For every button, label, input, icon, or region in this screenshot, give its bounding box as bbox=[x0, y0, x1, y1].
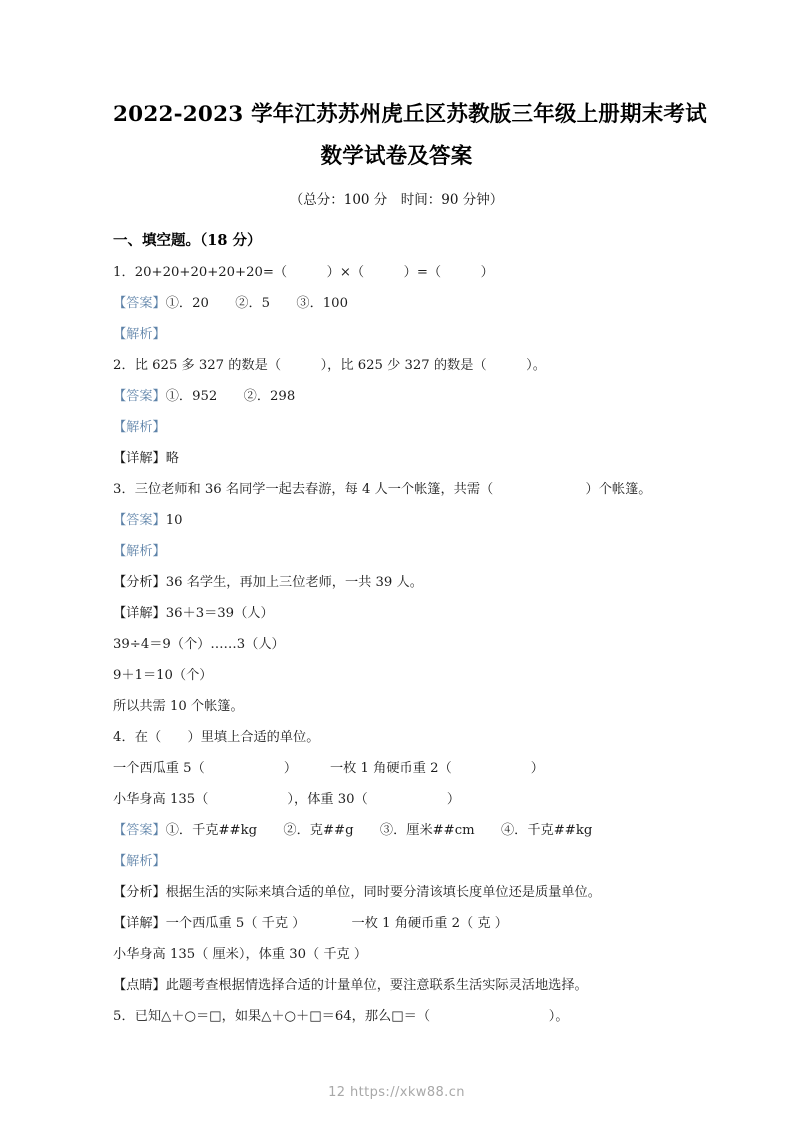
analysis-label: 【解析】 bbox=[113, 327, 166, 342]
analysis-label: 【解析】 bbox=[113, 854, 166, 869]
question-2-answer-items: ①．952 ②．298 bbox=[165, 389, 296, 404]
section-heading-fill-in-blanks: 一、填空题。（18 分） bbox=[113, 232, 262, 249]
question-4-reasoning bbox=[113, 883, 680, 902]
question-4-highlight-text: 此题考查根据情选择合适的计量单位，要注意联系生活实际灵活地选择。 bbox=[165, 978, 588, 993]
question-5-text bbox=[113, 1007, 680, 1026]
question-4-body: 在（ ）里填上合适的单位。 bbox=[134, 730, 320, 745]
question-4-detail bbox=[113, 914, 680, 933]
answer-label: 【答案】 bbox=[113, 513, 166, 528]
question-4-number: 4． bbox=[113, 730, 135, 745]
question-3-analysis bbox=[113, 542, 680, 561]
answer-label: 【答案】 bbox=[113, 389, 166, 404]
question-1-number: 1． bbox=[113, 265, 135, 280]
title-block bbox=[113, 0, 707, 210]
question-5-body: 已知△＋○＝□，如果△＋○＋□＝64，那么□＝（ ）。 bbox=[134, 1009, 569, 1024]
question-3-reasoning-text: 36 名学生，再加上三位老师，一共 39 人。 bbox=[165, 575, 423, 590]
analysis-label: 【解析】 bbox=[113, 544, 166, 559]
question-2-detail bbox=[113, 449, 680, 468]
question-4-answer bbox=[113, 821, 680, 840]
question-3-step-2: 39÷4＝9（个）……3（人） bbox=[113, 637, 285, 652]
detail-label: 【详解】 bbox=[113, 451, 166, 466]
question-4-reasoning-text: 根据生活的实际来填合适的单位，同时要分清该填长度单位还是质量单位。 bbox=[165, 885, 601, 900]
question-4-highlight bbox=[113, 976, 680, 995]
analysis-label: 【解析】 bbox=[113, 420, 166, 435]
detail-label: 【详解】 bbox=[113, 916, 166, 931]
question-2-analysis bbox=[113, 418, 680, 437]
question-3-text bbox=[113, 480, 680, 499]
question-3-number: 3． bbox=[113, 482, 135, 497]
question-3-answer bbox=[113, 511, 680, 530]
question-3-detail bbox=[113, 604, 680, 623]
question-2-answer bbox=[113, 387, 680, 406]
reasoning-label: 【分析】 bbox=[113, 885, 166, 900]
question-1-analysis bbox=[113, 325, 680, 344]
detail-label: 【详解】 bbox=[113, 606, 166, 621]
highlight-label: 【点睛】 bbox=[113, 978, 166, 993]
question-3-conclusion: 所以共需 10 个帐篷。 bbox=[113, 699, 244, 714]
document-title-line-1: 2022-2023 学年江苏苏州虎丘区苏教版三年级上册期末考试 bbox=[113, 102, 707, 127]
question-3-detail-text: 36＋3＝39（人） bbox=[165, 606, 274, 621]
question-4-text bbox=[113, 728, 680, 747]
question-4-subline-2: 小华身高 135（ ），体重 30（ ） bbox=[113, 792, 461, 807]
question-4-subline-1: 一个西瓜重 5（ ） 一枚 1 角硬币重 2（ ） bbox=[113, 761, 544, 776]
question-4-analysis bbox=[113, 852, 680, 871]
document-subtitle: （总分：100 分 时间：90 分钟） bbox=[289, 192, 504, 208]
question-2-body: 比 625 多 327 的数是（ ），比 625 少 327 的数是（ ）。 bbox=[134, 358, 546, 373]
question-3-answer-items: 10 bbox=[165, 513, 183, 528]
question-3-body: 三位老师和 36 名同学一起去春游，每 4 人一个帐篷，共需（ ）个帐篷。 bbox=[134, 482, 652, 497]
question-1-answer bbox=[113, 294, 680, 313]
question-3-step-3: 9＋1＝10（个） bbox=[113, 668, 213, 683]
question-2-text bbox=[113, 356, 680, 375]
answer-label: 【答案】 bbox=[113, 296, 166, 311]
document-title-line-2: 数学试卷及答案 bbox=[320, 144, 473, 169]
question-4-answer-items: ①．千克##kg ②．克##g ③．厘米##cm ④．千克##kg bbox=[165, 823, 593, 838]
question-4-detail-text: 一个西瓜重 5（ 千克 ） 一枚 1 角硬币重 2（ 克 ） bbox=[165, 916, 508, 931]
question-1-text bbox=[113, 263, 680, 282]
question-2-number: 2． bbox=[113, 358, 135, 373]
question-5-number: 5． bbox=[113, 1009, 135, 1024]
page-watermark: 12 https://xkw88.cn bbox=[328, 1085, 465, 1100]
question-4-detail-line-2: 小华身高 135（ 厘米），体重 30（ 千克 ） bbox=[113, 947, 368, 962]
answer-label: 【答案】 bbox=[113, 823, 166, 838]
question-1-body: 20+20+20+20+20=（ ）×（ ）=（ ） bbox=[134, 265, 494, 280]
reasoning-label: 【分析】 bbox=[113, 575, 166, 590]
question-2-detail-text: 略 bbox=[165, 451, 179, 466]
question-3-reasoning bbox=[113, 573, 680, 592]
question-1-answer-items: ①．20 ②．5 ③．100 bbox=[165, 296, 348, 311]
